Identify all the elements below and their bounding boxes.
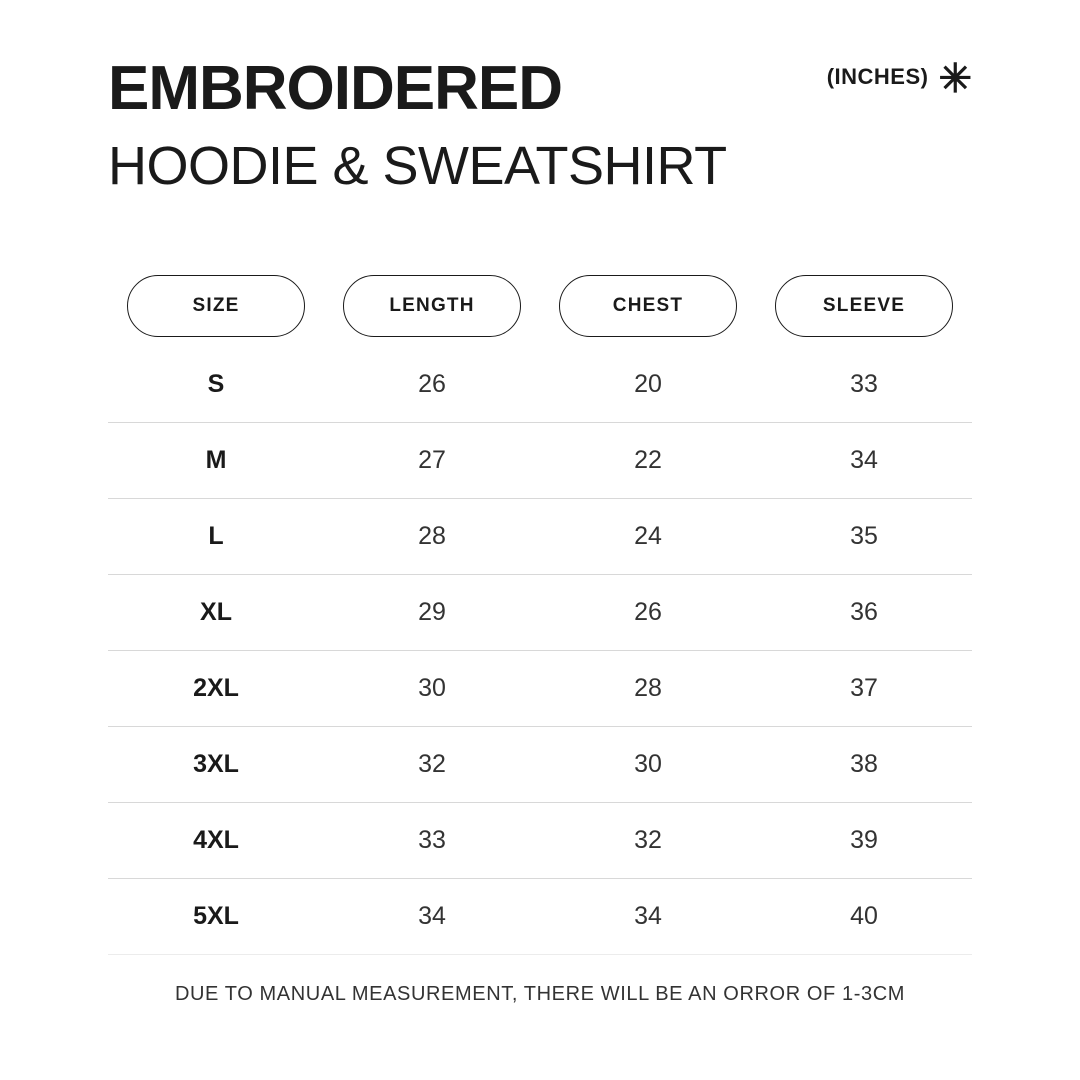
table-header-cell-size [108, 275, 324, 337]
column-pill-sleeve: SLEEVE [775, 275, 953, 337]
asterisk-icon: ✳ [938, 57, 972, 101]
cell-sleeve: 37 [850, 674, 878, 702]
cell-length: 26 [418, 370, 446, 398]
table-header-cell-chest [540, 275, 756, 337]
cell-sleeve: 35 [850, 522, 878, 550]
column-pill-length: LENGTH [343, 275, 521, 337]
cell-size: 5XL [193, 902, 239, 930]
table-row [108, 651, 972, 727]
cell-size: M [205, 446, 227, 474]
cell-length: 27 [418, 446, 446, 474]
cell-sleeve: 36 [850, 598, 878, 626]
size-table [108, 275, 972, 955]
page-subtitle: HOODIE & SWEATSHIRT [108, 136, 727, 196]
table-row [108, 803, 972, 879]
cell-size: 2XL [193, 674, 239, 702]
table-row [108, 879, 972, 955]
column-pill-chest: CHEST [559, 275, 737, 337]
cell-size: S [207, 370, 225, 398]
cell-chest: 28 [634, 674, 662, 702]
table-row [108, 575, 972, 651]
table-header-cell-sleeve [756, 275, 972, 337]
table-row [108, 347, 972, 423]
cell-sleeve: 40 [850, 902, 878, 930]
table-header-cell-length [324, 275, 540, 337]
cell-chest: 30 [634, 750, 662, 778]
column-pill-size: SIZE [127, 275, 305, 337]
cell-chest: 32 [634, 826, 662, 854]
cell-length: 32 [418, 750, 446, 778]
cell-chest: 20 [634, 370, 662, 398]
cell-sleeve: 39 [850, 826, 878, 854]
table-row [108, 727, 972, 803]
cell-size: 4XL [193, 826, 239, 854]
cell-sleeve: 38 [850, 750, 878, 778]
table-row [108, 499, 972, 575]
cell-length: 29 [418, 598, 446, 626]
page-title: EMBROIDERED [108, 54, 563, 123]
cell-length: 34 [418, 902, 446, 930]
unit-indicator [826, 57, 972, 101]
cell-size: XL [200, 598, 232, 626]
cell-size: L [208, 522, 224, 550]
page-header [108, 0, 972, 196]
cell-chest: 22 [634, 446, 662, 474]
cell-length: 28 [418, 522, 446, 550]
cell-chest: 26 [634, 598, 662, 626]
unit-label: (INCHES) [826, 64, 929, 89]
cell-length: 33 [418, 826, 446, 854]
cell-chest: 34 [634, 902, 662, 930]
cell-length: 30 [418, 674, 446, 702]
cell-sleeve: 34 [850, 446, 878, 474]
table-header-row [108, 275, 972, 337]
measurement-disclaimer: DUE TO MANUAL MEASUREMENT, THERE WILL BE AN ORROR OF 1-3CM [174, 983, 906, 1005]
cell-size: 3XL [193, 750, 239, 778]
cell-chest: 24 [634, 522, 662, 550]
cell-sleeve: 33 [850, 370, 878, 398]
table-row [108, 423, 972, 499]
